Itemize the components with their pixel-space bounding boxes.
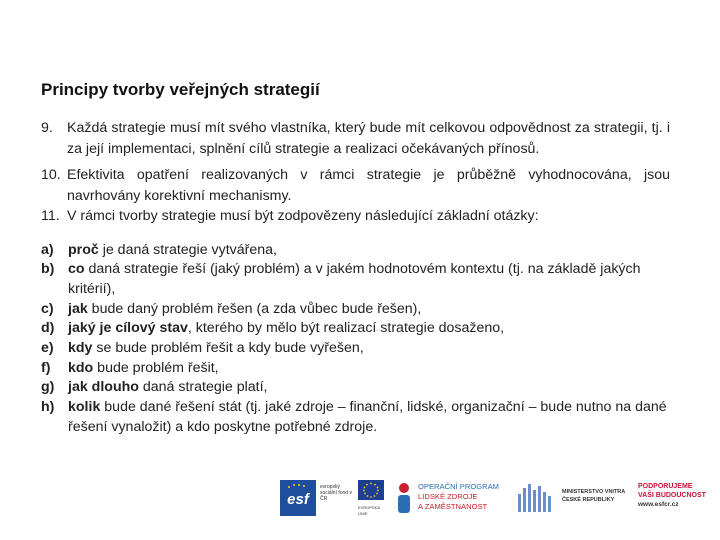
question-text: bude daný problém řešen (a zda vůbec bude řešen), xyxy=(87,300,422,317)
support-url: www.esfcr.cz xyxy=(638,501,679,508)
question-keyword: jak xyxy=(68,300,88,317)
ministry-line-1: MINISTERSTVO VNITRA xyxy=(562,489,626,495)
question-mark: d) xyxy=(41,320,55,337)
item-text: Efektivita opatření realizovaných v rámci strategie je průběžně vyhodnocována, jsou navrhovány korektivní mechanismy. xyxy=(67,167,670,204)
question-item xyxy=(41,319,670,339)
item-number: 9. xyxy=(41,120,53,136)
ministry-text xyxy=(562,488,634,504)
op-line-2: LIDSKÉ ZDROJE xyxy=(418,492,478,501)
item-number: 10. xyxy=(41,167,61,183)
eu-flag-icon xyxy=(358,480,384,500)
question-text: se bude problém řešit a kdy bude vyřešen, xyxy=(92,340,364,357)
op-line-1: OPERAČNÍ PROGRAM xyxy=(418,482,500,491)
question-text: je daná strategie vytvářena, xyxy=(98,241,277,258)
support-slogan xyxy=(638,482,714,509)
question-text: daná strategie řeší (jaký problém) a v jakém hodnotovém kontextu (tj. na základě jakých kritérií), xyxy=(68,261,641,297)
question-text: daná strategie platí, xyxy=(138,379,268,396)
question-item xyxy=(41,378,670,398)
item-text: V rámci tvorby strategie musí být zodpovězeny následující základní otázky: xyxy=(67,208,539,224)
question-text: bude problém řešit, xyxy=(93,359,219,376)
numbered-item-10 xyxy=(41,165,670,206)
question-keyword: jak dlouho xyxy=(68,379,139,396)
question-text: , kterého by mělo být realizací strategie dosaženo, xyxy=(187,320,505,337)
support-line-2: VAŠI BUDOUCNOST xyxy=(638,492,706,499)
question-item xyxy=(41,398,670,437)
esf-logo xyxy=(280,480,316,516)
numbered-item-9 xyxy=(41,118,670,159)
op-lzz-text xyxy=(418,482,518,512)
question-keyword: co xyxy=(68,261,85,278)
esf-logo-graphic xyxy=(280,480,316,516)
question-list xyxy=(41,241,670,438)
eu-caption: EVROPSKÁ UNIE xyxy=(358,505,381,516)
question-item xyxy=(41,260,670,299)
slide-body xyxy=(41,118,670,438)
slide-title: Principy tvorby veřejných strategií xyxy=(41,80,320,99)
question-mark: a) xyxy=(41,241,54,258)
question-mark: f) xyxy=(41,359,51,376)
esf-logo-mark: esf xyxy=(287,491,309,508)
question-mark: c) xyxy=(41,300,54,317)
question-mark: g) xyxy=(41,379,55,396)
question-item xyxy=(41,300,670,320)
question-keyword: kdo xyxy=(68,359,94,376)
numbered-item-11 xyxy=(41,206,670,227)
item-number: 11. xyxy=(41,208,60,224)
question-item xyxy=(41,359,670,379)
op-line-3: A ZAMĚSTNANOST xyxy=(418,502,488,511)
item-text: Každá strategie musí mít svého vlastníka, který bude mít celkovou odpovědnost za strategii, tj. i za její implementaci, splnění cílů strategie a realizaci očekávaných přínosů. xyxy=(67,120,670,157)
support-line-1: PODPORUJEME xyxy=(638,483,693,490)
question-mark: e) xyxy=(41,340,54,357)
question-keyword: kdy xyxy=(68,340,93,357)
question-mark: h) xyxy=(41,399,55,416)
sponsor-logos-bar xyxy=(280,478,715,522)
question-text: bude dané řešení stát (tj. jaké zdroje – finanční, lidské, organizační – bude nutno na dané řešení vynaložit) a kdo poskytne potřebné zdroje. xyxy=(68,399,667,435)
question-keyword: kolik xyxy=(68,399,101,416)
question-item xyxy=(41,339,670,359)
question-mark: b) xyxy=(41,261,55,278)
op-lzz-icon xyxy=(394,482,414,514)
esf-caption: evropský sociální fond v ČR xyxy=(320,484,352,502)
ministry-emblem-icon xyxy=(516,482,556,514)
ministry-line-2: ČESKÉ REPUBLIKY xyxy=(562,497,615,503)
question-keyword: jaký je cílový stav xyxy=(68,320,188,337)
question-keyword: proč xyxy=(68,241,99,258)
eu-flag-logo xyxy=(358,480,384,516)
question-item xyxy=(41,241,670,261)
